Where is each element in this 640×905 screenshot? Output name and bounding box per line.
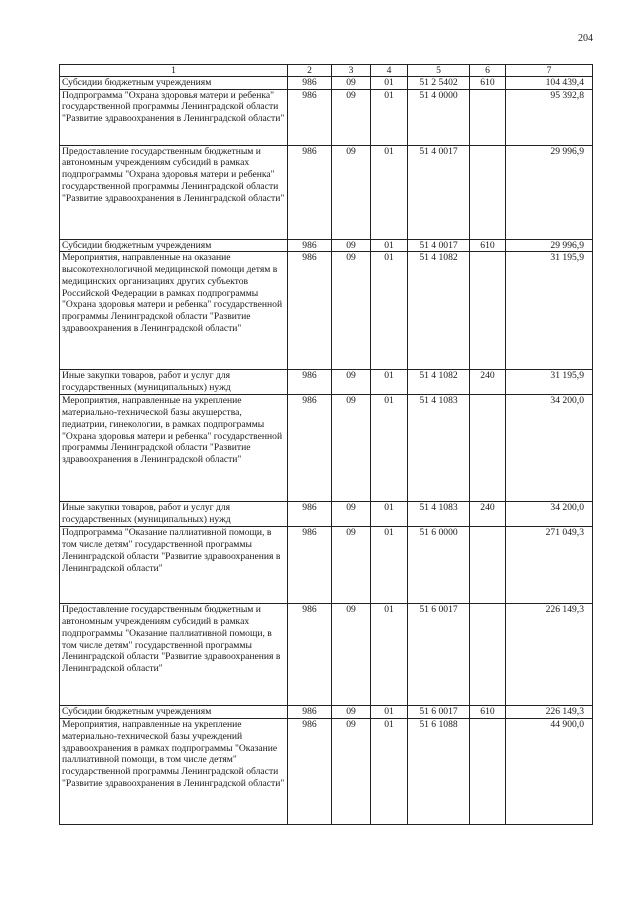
row-sum: 226 149,3: [506, 706, 593, 719]
column-header-target-article: 5: [408, 65, 470, 77]
row-subsection: 01: [371, 706, 408, 719]
row-expense-type: [470, 395, 506, 502]
row-name: Мероприятия, направленные на оказание высокотехнологичной медицинской помощи детям в медицинских организациях других субъектов Российской Федерации в рамках подпрограммы "Охрана здоровья матери и ребенка" государственной программы Ленинградской области "Развитие здравоохранения в Ленинградской области": [60, 252, 288, 370]
column-header-grbs: 2: [288, 65, 332, 77]
table-row: [60, 77, 593, 90]
row-grbs: 986: [288, 145, 332, 239]
row-name: Подпрограмма "Оказание паллиативной помощи, в том числе детям" государственной программы Ленинградской области "Развитие здравоохранения в Ленинградской области": [60, 527, 288, 604]
row-subsection: 01: [371, 370, 408, 395]
row-expense-type: 240: [470, 502, 506, 527]
row-section: 09: [332, 502, 371, 527]
row-sum: 104 439,4: [506, 77, 593, 90]
table-row: [60, 604, 593, 706]
row-subsection: 01: [371, 527, 408, 604]
row-target-article: 51 4 1083: [408, 502, 470, 527]
row-subsection: 01: [371, 89, 408, 145]
row-expense-type: [470, 604, 506, 706]
row-expense-type: [470, 719, 506, 825]
row-target-article: 51 4 0017: [408, 145, 470, 239]
row-expense-type: [470, 527, 506, 604]
row-target-article: 51 4 1083: [408, 395, 470, 502]
row-target-article: 51 6 0017: [408, 706, 470, 719]
row-subsection: 01: [371, 77, 408, 90]
row-target-article: 51 4 0000: [408, 89, 470, 145]
row-grbs: 986: [288, 395, 332, 502]
row-section: 09: [332, 239, 371, 252]
row-sum: 29 996,9: [506, 239, 593, 252]
row-subsection: 01: [371, 604, 408, 706]
row-sum: 226 149,3: [506, 604, 593, 706]
row-target-article: 51 4 0017: [408, 239, 470, 252]
column-header-sum: 7: [506, 65, 593, 77]
row-target-article: 51 6 0017: [408, 604, 470, 706]
row-subsection: 01: [371, 145, 408, 239]
row-sum: 34 200,0: [506, 395, 593, 502]
row-sum: 31 195,9: [506, 252, 593, 370]
row-section: 09: [332, 706, 371, 719]
row-subsection: 01: [371, 239, 408, 252]
row-section: 09: [332, 527, 371, 604]
row-name: Мероприятия, направленные на укрепление материально-технической базы учреждений здравоохранения в рамках подпрограммы "Оказание паллиативной помощи, в том числе детям" государственной программы Ленинградской области "Развитие здравоохранения в Ленинградской области": [60, 719, 288, 825]
row-name: Иные закупки товаров, работ и услуг для государственных (муниципальных) нужд: [60, 502, 288, 527]
row-target-article: 51 4 1082: [408, 252, 470, 370]
table-header-row: [60, 65, 593, 77]
row-grbs: 986: [288, 706, 332, 719]
column-header-subsection: 4: [371, 65, 408, 77]
row-sum: 44 900,0: [506, 719, 593, 825]
row-expense-type: [470, 89, 506, 145]
budget-table: [59, 64, 593, 825]
row-grbs: 986: [288, 370, 332, 395]
row-name: Субсидии бюджетным учреждениям: [60, 706, 288, 719]
row-subsection: 01: [371, 719, 408, 825]
column-header-expense-type: 6: [470, 65, 506, 77]
row-section: 09: [332, 370, 371, 395]
row-section: 09: [332, 89, 371, 145]
row-sum: 271 049,3: [506, 527, 593, 604]
row-expense-type: 240: [470, 370, 506, 395]
row-target-article: 51 6 0000: [408, 527, 470, 604]
row-expense-type: 610: [470, 77, 506, 90]
table-row: [60, 719, 593, 825]
row-section: 09: [332, 719, 371, 825]
row-expense-type: [470, 252, 506, 370]
row-section: 09: [332, 604, 371, 706]
row-target-article: 51 6 1088: [408, 719, 470, 825]
table-row: [60, 89, 593, 145]
row-expense-type: 610: [470, 706, 506, 719]
row-grbs: 986: [288, 604, 332, 706]
row-name: Подпрограмма "Охрана здоровья матери и ребенка" государственной программы Ленинградской области "Развитие здравоохранения в Ленинградской области": [60, 89, 288, 145]
row-name: Предоставление государственным бюджетным и автономным учреждениям субсидий в рамках подпрограммы "Оказание паллиативной помощи, в том числе детям" государственной программы Ленинградской области "Развитие здравоохранения в Ленинградской области": [60, 604, 288, 706]
table-row: [60, 239, 593, 252]
column-header-name: 1: [60, 65, 288, 77]
column-header-section: 3: [332, 65, 371, 77]
row-subsection: 01: [371, 395, 408, 502]
row-grbs: 986: [288, 527, 332, 604]
row-grbs: 986: [288, 239, 332, 252]
row-section: 09: [332, 252, 371, 370]
table-row: [60, 502, 593, 527]
row-section: 09: [332, 77, 371, 90]
row-sum: 34 200,0: [506, 502, 593, 527]
row-section: 09: [332, 145, 371, 239]
table-row: [60, 527, 593, 604]
row-sum: 31 195,9: [506, 370, 593, 395]
table-row: [60, 395, 593, 502]
row-target-article: 51 2 5402: [408, 77, 470, 90]
table-row: [60, 145, 593, 239]
row-grbs: 986: [288, 77, 332, 90]
row-section: 09: [332, 395, 371, 502]
row-name: Субсидии бюджетным учреждениям: [60, 77, 288, 90]
row-name: Иные закупки товаров, работ и услуг для государственных (муниципальных) нужд: [60, 370, 288, 395]
row-name: Предоставление государственным бюджетным и автономным учреждениям субсидий в рамках подпрограммы "Охрана здоровья матери и ребенка" государственной программы Ленинградской области "Развитие здравоохранения в Ленинградской области": [60, 145, 288, 239]
row-name: Субсидии бюджетным учреждениям: [60, 239, 288, 252]
row-sum: 95 392,8: [506, 89, 593, 145]
row-grbs: 986: [288, 252, 332, 370]
row-sum: 29 996,9: [506, 145, 593, 239]
table-row: [60, 706, 593, 719]
row-subsection: 01: [371, 502, 408, 527]
table-row: [60, 252, 593, 370]
row-name: Мероприятия, направленные на укрепление материально-технической базы акушерства, педиатрии, гинекологии, в рамках подпрограммы "Охрана здоровья матери и ребенка" государственной программы Ленинградской области "Развитие здравоохранения в Ленинградской области": [60, 395, 288, 502]
row-grbs: 986: [288, 89, 332, 145]
row-expense-type: 610: [470, 239, 506, 252]
row-subsection: 01: [371, 252, 408, 370]
row-target-article: 51 4 1082: [408, 370, 470, 395]
row-grbs: 986: [288, 502, 332, 527]
row-grbs: 986: [288, 719, 332, 825]
page-number: 204: [578, 33, 593, 44]
row-expense-type: [470, 145, 506, 239]
table-row: [60, 370, 593, 395]
